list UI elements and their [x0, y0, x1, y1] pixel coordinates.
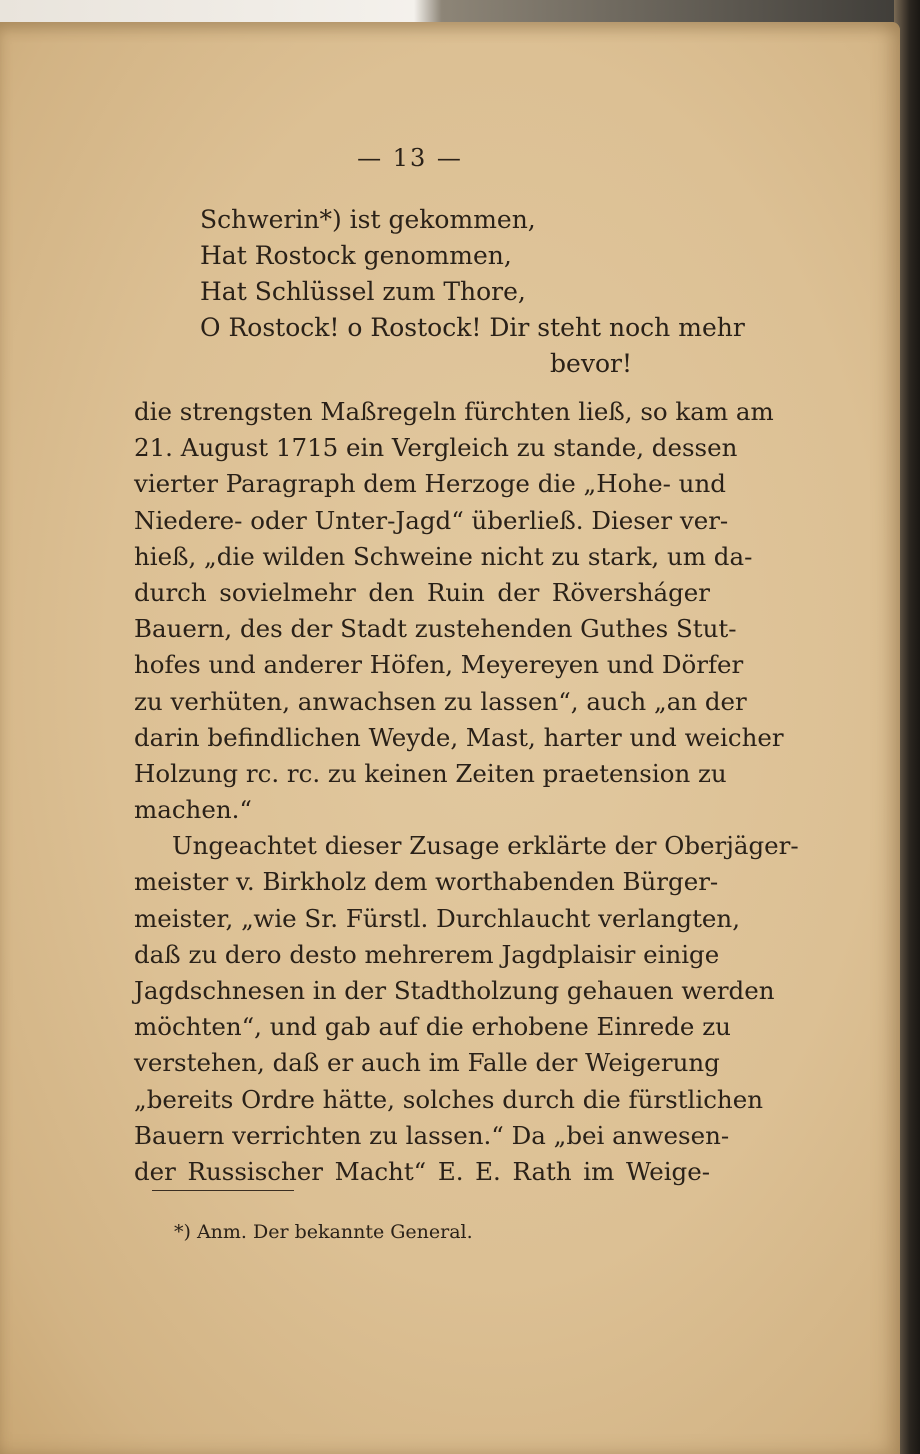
text-line: Niedere- oder Unter-Jagd“ überließ. Dieser ver-	[134, 505, 729, 535]
text-line: hofes und anderer Höfen, Meyereyen und Dörfer	[134, 650, 744, 680]
text-line: 21. August 1715 ein Vergleich zu stande, dessen	[134, 433, 738, 463]
text-line: durch sovielmehr den Ruin der Röversháger	[134, 577, 710, 607]
text-line: meister v. Birkholz dem worthabenden Bürger-	[134, 867, 719, 897]
text-line: die strengsten Maßregeln fürchten ließ, so kam am	[134, 397, 774, 426]
verse-line: Hat Schlüssel zum Thore,	[200, 277, 526, 306]
text-line: Bauern, des der Stadt zustehenden Guthes Stut-	[134, 614, 737, 644]
verse-line: Hat Rostock genommen,	[200, 241, 512, 270]
text-line: der Russischer Macht“ E. E. Rath im Weige-	[134, 1156, 710, 1186]
page-number: — 13 —	[357, 144, 463, 172]
text-line: zu verhüten, anwachsen zu lassen“, auch „an der	[134, 686, 747, 716]
text-line: darin befindlichen Weyde, Mast, harter und weicher	[134, 722, 784, 752]
verse-line: O Rostock! o Rostock! Dir steht noch mehr	[200, 313, 745, 342]
text-line: Jagdschnesen in der Stadtholzung gehauen werden	[134, 976, 775, 1005]
text-line: verstehen, daß er auch im Falle der Weigerung	[134, 1048, 720, 1078]
text-line: möchten“, und gab auf die erhobene Einrede zu	[134, 1012, 731, 1042]
text-line: meister, „wie Sr. Fürstl. Durchlaucht verlangten,	[134, 903, 740, 933]
text-line: hieß, „die wilden Schweine nicht zu stark, um da-	[134, 541, 753, 571]
text-line: machen.“	[134, 795, 252, 825]
book-page	[0, 22, 900, 1454]
body-text	[134, 394, 799, 1190]
text-line: Bauern verrichten zu lassen.“ Da „bei anwesen-	[134, 1120, 730, 1150]
text-line: vierter Paragraph dem Herzoge die „Hohe- und	[134, 469, 726, 499]
verse-line-continuation: bevor!	[550, 349, 632, 378]
verse-line: Schwerin*) ist gekommen,	[200, 205, 536, 234]
text-line: „bereits Ordre hätte, solches durch die fürstlichen	[134, 1084, 763, 1114]
verse-block	[200, 202, 745, 382]
paragraph-start-line: Ungeachtet dieser Zusage erklärte der Oberjäger-	[172, 831, 799, 861]
text-line: Holzung rc. rc. zu keinen Zeiten praetension zu	[134, 758, 727, 788]
text-line: daß zu dero desto mehrerem Jagdplaisir einige	[134, 939, 720, 969]
footnote: *) Anm. Der bekannte General.	[174, 1221, 473, 1243]
footnote-rule	[152, 1190, 294, 1191]
